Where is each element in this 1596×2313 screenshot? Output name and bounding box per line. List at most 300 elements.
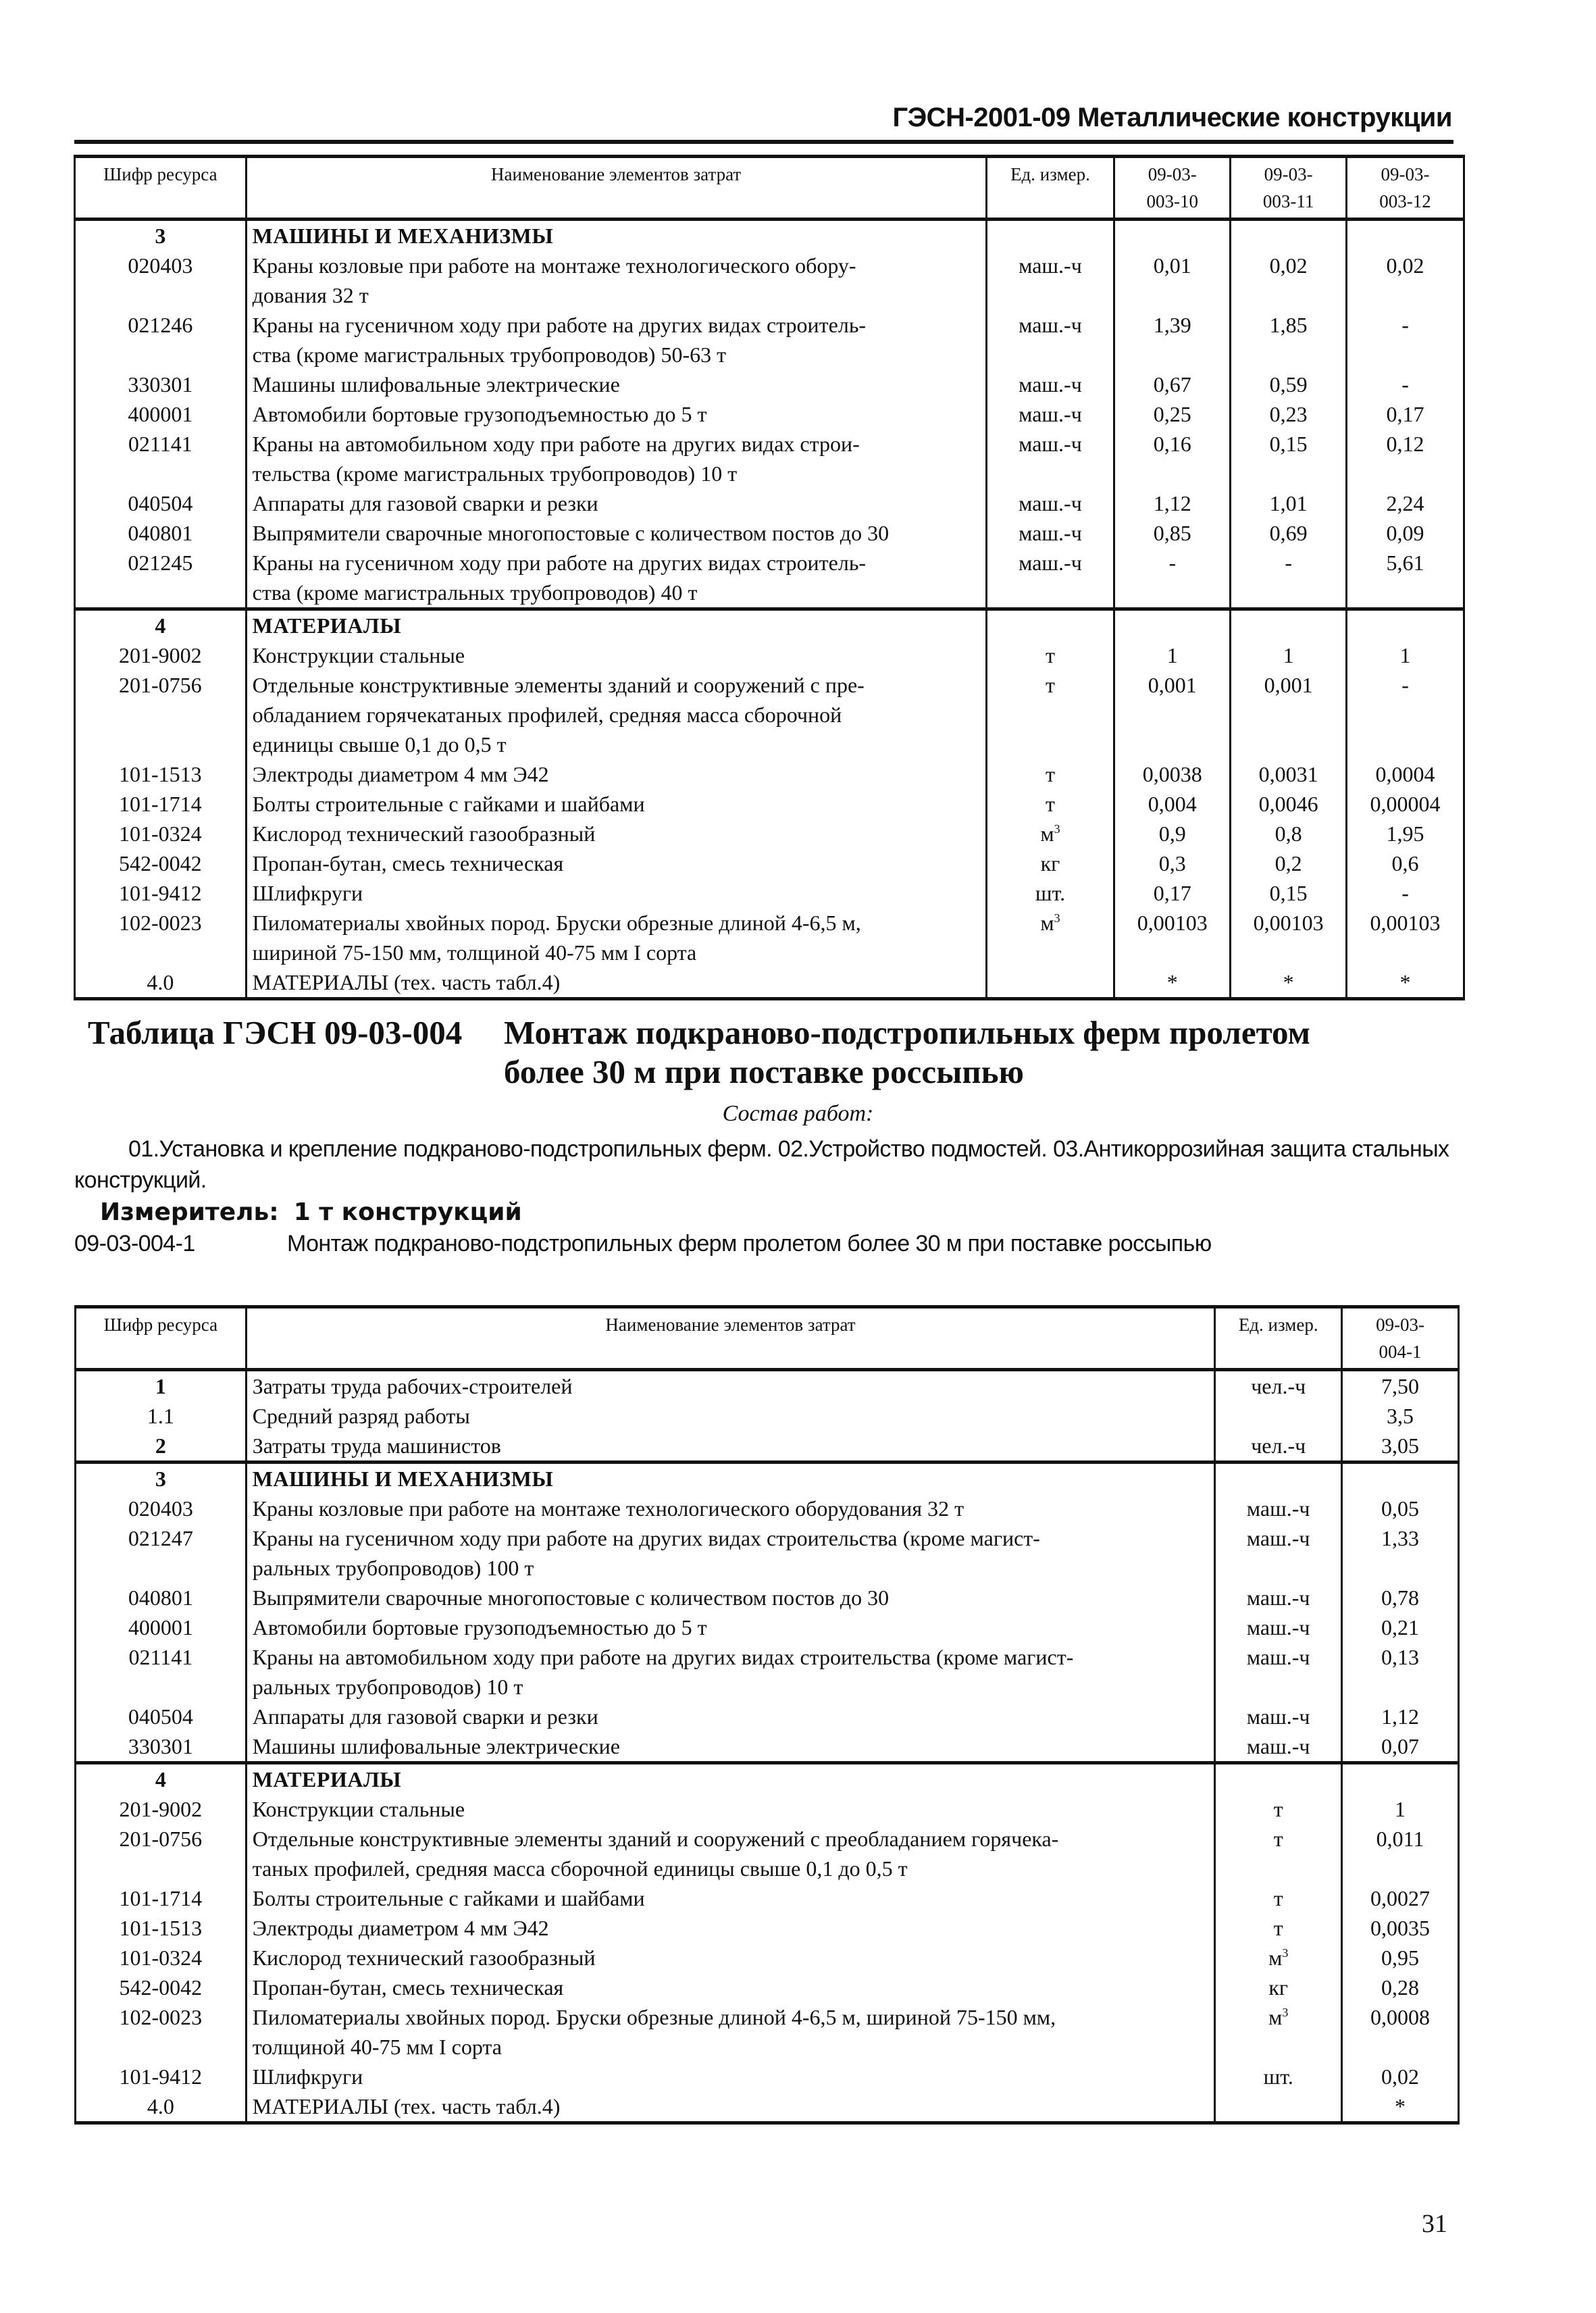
- unit-of-measure: маш.-ч: [986, 548, 1114, 609]
- norm-value: 0,004: [1114, 789, 1231, 819]
- resource-name: [246, 1523, 1215, 1583]
- unit-of-measure: т: [1215, 1794, 1342, 1824]
- resource-name-line: Аппараты для газовой сварки и резки: [252, 491, 598, 515]
- resource-code: 1: [76, 1370, 247, 1402]
- norm-value: 0,3: [1114, 848, 1231, 878]
- resource-name-line: ральных трубопроводов) 100 т: [252, 1556, 534, 1580]
- table-row: [75, 399, 1464, 429]
- norm-value: 1: [1231, 640, 1347, 670]
- resource-name-line: обладанием горячекатаных профилей, средняя масса сборочной: [252, 703, 842, 727]
- unit-of-measure: кг: [1215, 1973, 1342, 2002]
- resource-code: 020403: [76, 1494, 247, 1523]
- resource-code: 201-9002: [76, 1794, 247, 1824]
- header-name: Наименование элементов затрат: [246, 1307, 1215, 1370]
- resource-name-line: Краны на автомобильном ходу при работе на других видах строи-: [252, 432, 860, 456]
- norm-value: [1342, 1463, 1459, 1494]
- resource-code: 330301: [76, 1731, 247, 1763]
- unit-of-measure: маш.-ч: [1215, 1583, 1342, 1612]
- resource-name-line: Машины шлифовальные электрические: [252, 372, 620, 397]
- norm-value: [1231, 609, 1347, 641]
- header-unit: Ед. измер.: [986, 157, 1114, 220]
- unit-of-measure: т: [986, 670, 1114, 759]
- resource-name: МАТЕРИАЛЫ: [246, 609, 986, 641]
- measure-label: Измеритель:: [100, 1198, 279, 1226]
- table-row: [76, 1401, 1459, 1431]
- works-description: 01.Установка и крепление подкраново-подстропильных ферм. 02.Устройство подмостей. 03.Антикоррозийная защита стальных конструкций.: [74, 1136, 1449, 1193]
- norm-value: 1,33: [1342, 1523, 1459, 1583]
- resource-name-line: МАТЕРИАЛЫ (тех. часть табл.4): [252, 970, 561, 994]
- resource-name-line: Конструкции стальные: [252, 643, 465, 667]
- resource-name-line: Кислород технический газообразный: [252, 821, 596, 846]
- group-materials: [76, 1763, 1459, 2123]
- unit-of-measure: маш.-ч: [986, 399, 1114, 429]
- resource-name-line: Пиломатериалы хвойных пород. Бруски обрезные длиной 4-6,5 м, шириной 75-150 мм,: [252, 2005, 1056, 2029]
- resource-name-line: Средний разряд работы: [252, 1404, 470, 1428]
- unit-of-measure: [1215, 1463, 1342, 1494]
- resource-name: [246, 2002, 1215, 2062]
- table-row: [76, 1431, 1459, 1463]
- unit-of-measure: маш.-ч: [986, 429, 1114, 488]
- resource-name-line: Краны козловые при работе на монтаже технологического оборудования 32 т: [252, 1496, 964, 1521]
- resource-name: [246, 1943, 1215, 1973]
- norm-value: 0,28: [1342, 1973, 1459, 2002]
- header-col-004-1: 09-03- 004-1: [1342, 1307, 1459, 1370]
- norm-value: 0,0038: [1114, 759, 1231, 789]
- unit-of-measure: [1215, 1401, 1342, 1431]
- norm-value: 0,09: [1347, 518, 1464, 548]
- unit-of-measure: маш.-ч: [1215, 1642, 1342, 1702]
- resource-name-line: таных профилей, средняя масса сборочной единицы свыше 0,1 до 0,5 т: [252, 1856, 908, 1881]
- unit-of-measure: т: [986, 640, 1114, 670]
- norm-value: 0,0031: [1231, 759, 1347, 789]
- norm-value: 1,01: [1231, 488, 1347, 518]
- resource-name: [246, 488, 986, 518]
- table-row: [75, 251, 1464, 310]
- resource-name: МАШИНЫ И МЕХАНИЗМЫ: [246, 1463, 1215, 1494]
- norm-value: 3,5: [1342, 1401, 1459, 1431]
- norm-value: 0,59: [1231, 370, 1347, 399]
- table-row: [76, 1494, 1459, 1523]
- group-materials: [75, 609, 1464, 999]
- table-row: [75, 518, 1464, 548]
- unit-of-measure: чел.-ч: [1215, 1431, 1342, 1463]
- unit-of-measure: маш.-ч: [1215, 1612, 1342, 1642]
- table-row: [75, 640, 1464, 670]
- resource-name: [246, 1973, 1215, 2002]
- unit-of-measure: маш.-ч: [986, 488, 1114, 518]
- table-row: [76, 2091, 1459, 2123]
- header-col-003-12: 09-03- 003-12: [1347, 157, 1464, 220]
- table-row: [75, 819, 1464, 848]
- norm-subcode-title: Монтаж подкраново-подстропильных ферм пролетом более 30 м при поставке россыпью: [287, 1231, 1212, 1256]
- table-row: [76, 1794, 1459, 1824]
- norm-value: 0,25: [1114, 399, 1231, 429]
- resource-name-line: Пропан-бутан, смесь техническая: [252, 851, 564, 875]
- norm-value: 1,12: [1114, 488, 1231, 518]
- resource-name: [246, 670, 986, 759]
- table-row: [75, 370, 1464, 399]
- norm-value: [1342, 1763, 1459, 1795]
- unit-of-measure: $м^3$: [1215, 1943, 1342, 1973]
- unit-of-measure: маш.-ч: [986, 370, 1114, 399]
- resource-code: 2: [76, 1431, 247, 1463]
- resource-name-line: Кислород технический газообразный: [252, 1946, 596, 1970]
- works-label: Состав работ:: [722, 1101, 874, 1126]
- resource-name: [246, 429, 986, 488]
- header-unit: Ед. измер.: [1215, 1307, 1342, 1370]
- unit-of-measure: маш.-ч: [1215, 1702, 1342, 1731]
- norm-value: *: [1342, 2091, 1459, 2123]
- resource-code: 400001: [76, 1612, 247, 1642]
- header-name: Наименование элементов затрат: [246, 157, 986, 220]
- table-row: [75, 670, 1464, 759]
- unit-of-measure: шт.: [986, 878, 1114, 908]
- table-row: [76, 1642, 1459, 1702]
- unit-of-measure: $м^3$: [986, 908, 1114, 967]
- norm-value: 0,9: [1114, 819, 1231, 848]
- norm-value: 5,61: [1347, 548, 1464, 609]
- norm-value: 0,17: [1114, 878, 1231, 908]
- section-row: [76, 1763, 1459, 1795]
- resource-code: 101-9412: [75, 878, 247, 908]
- section-row: [75, 609, 1464, 641]
- page-number: 31: [1422, 2210, 1447, 2238]
- norm-value: 0,0004: [1347, 759, 1464, 789]
- resource-name: [246, 1431, 1215, 1463]
- resource-name-line: шириной 75-150 мм, толщиной 40-75 мм I сорта: [252, 940, 697, 965]
- header-code: Шифр ресурса: [75, 157, 247, 220]
- table-row: [76, 2062, 1459, 2091]
- resource-name-line: ральных трубопроводов) 10 т: [252, 1675, 523, 1699]
- resource-name: [246, 1824, 1215, 1883]
- norm-value: 0,01: [1114, 251, 1231, 310]
- norm-value: 0,00004: [1347, 789, 1464, 819]
- resource-name: [246, 1583, 1215, 1612]
- resource-code: 330301: [75, 370, 247, 399]
- resource-name: [246, 908, 986, 967]
- resource-name-line: Машины шлифовальные электрические: [252, 1734, 620, 1758]
- resource-name-line: Краны козловые при работе на монтаже технологического обору-: [252, 253, 856, 278]
- table-header-row: [76, 1307, 1459, 1370]
- resource-code: 101-1714: [76, 1883, 247, 1913]
- norm-value: 7,50: [1342, 1370, 1459, 1402]
- resource-name-line: толщиной 40-75 мм I сорта: [252, 2035, 502, 2059]
- resource-name: [246, 2091, 1215, 2123]
- resource-code: 102-0023: [76, 2002, 247, 2062]
- unit-of-measure: маш.-ч: [1215, 1731, 1342, 1763]
- norm-value: 1,12: [1342, 1702, 1459, 1731]
- resource-code: 021247: [76, 1523, 247, 1583]
- table-row: [75, 759, 1464, 789]
- norm-value: 0,02: [1347, 251, 1464, 310]
- norm-value: *: [1114, 967, 1231, 999]
- resource-code: 3: [75, 220, 247, 251]
- norm-value: 0,15: [1231, 429, 1347, 488]
- resource-name: [246, 1612, 1215, 1642]
- resource-name-line: Затраты труда рабочих-строителей: [252, 1374, 573, 1398]
- table-row: [76, 1973, 1459, 2002]
- norm-value: *: [1231, 967, 1347, 999]
- table-row: [76, 1370, 1459, 1402]
- norm-subcode-row: [74, 1231, 1212, 1257]
- resource-name-line: Затраты труда машинистов: [252, 1433, 501, 1458]
- resource-code: 101-1513: [75, 759, 247, 789]
- resource-name: [246, 967, 986, 999]
- resource-name-line: Выпрямители сварочные многопостовые с количеством постов до 30: [252, 1585, 890, 1610]
- unit-of-measure: маш.-ч: [986, 251, 1114, 310]
- group-labor: [76, 1370, 1459, 1463]
- norm-value: [1347, 609, 1464, 641]
- section-row: [75, 220, 1464, 251]
- table-title-line2: более 30 м при поставке россыпью: [504, 1053, 1025, 1090]
- resource-name-line: Шлифкруги: [252, 881, 363, 905]
- unit-of-measure: т: [1215, 1883, 1342, 1913]
- norm-value: 1: [1342, 1794, 1459, 1824]
- resource-name-line: Электроды диаметром 4 мм Э42: [252, 762, 549, 786]
- resource-code: 201-0756: [76, 1824, 247, 1883]
- table-row: [76, 1913, 1459, 1943]
- norm-value: 0,001: [1114, 670, 1231, 759]
- table-row: [76, 1583, 1459, 1612]
- norm-value: [1114, 220, 1231, 251]
- resource-name-line: единицы свыше 0,1 до 0,5 т: [252, 732, 507, 757]
- resource-code: 102-0023: [75, 908, 247, 967]
- resource-name: [246, 1702, 1215, 1731]
- norm-value: -: [1347, 670, 1464, 759]
- table-row: [75, 488, 1464, 518]
- resource-name: [246, 310, 986, 370]
- norm-value: 0,6: [1347, 848, 1464, 878]
- norm-value: 0,0027: [1342, 1883, 1459, 1913]
- table-header-row: [75, 157, 1464, 220]
- norm-value: 0,0008: [1342, 2002, 1459, 2062]
- norm-subcode: 09-03-004-1: [74, 1231, 195, 1256]
- resource-name: МАШИНЫ И МЕХАНИЗМЫ: [246, 220, 986, 251]
- norm-value: 2,24: [1347, 488, 1464, 518]
- norm-value: -: [1231, 548, 1347, 609]
- norm-value: 1: [1114, 640, 1231, 670]
- measure-unit: [100, 1198, 522, 1226]
- norm-value: -: [1347, 310, 1464, 370]
- resource-code: 101-1513: [76, 1913, 247, 1943]
- resource-name-line: Автомобили бортовые грузоподъемностью до 5 т: [252, 402, 707, 426]
- table-row: [76, 1612, 1459, 1642]
- table-row: [75, 967, 1464, 999]
- norm-value: -: [1347, 878, 1464, 908]
- resource-name-line: Аппараты для газовой сварки и резки: [252, 1704, 598, 1729]
- resource-code: 201-9002: [75, 640, 247, 670]
- header-col-003-10: 09-03- 003-10: [1114, 157, 1231, 220]
- resource-name-line: Выпрямители сварочные многопостовые с количеством постов до 30: [252, 521, 890, 545]
- norm-value: 0,0046: [1231, 789, 1347, 819]
- resource-name-line: Пиломатериалы хвойных пород. Бруски обрезные длиной 4-6,5 м,: [252, 911, 861, 935]
- norm-value: 1,39: [1114, 310, 1231, 370]
- norm-value: 0,21: [1342, 1612, 1459, 1642]
- resource-name: [246, 1883, 1215, 1913]
- norm-value: 0,15: [1231, 878, 1347, 908]
- norm-value: 0,12: [1347, 429, 1464, 488]
- resource-code: 040801: [75, 518, 247, 548]
- measure-value: 1 т конструкций: [293, 1198, 522, 1226]
- table-row: [75, 789, 1464, 819]
- resource-code: 4.0: [75, 967, 247, 999]
- unit-of-measure: [986, 609, 1114, 641]
- resource-name: [246, 1731, 1215, 1763]
- resource-code: 101-0324: [75, 819, 247, 848]
- table-row: [75, 848, 1464, 878]
- resource-code: 021141: [75, 429, 247, 488]
- resource-name: МАТЕРИАЛЫ: [246, 1763, 1215, 1795]
- table-row: [76, 1523, 1459, 1583]
- resource-name: [246, 1370, 1215, 1402]
- table-row: [76, 2002, 1459, 2062]
- norm-value: 0,78: [1342, 1583, 1459, 1612]
- header-col-003-11: 09-03- 003-11: [1231, 157, 1347, 220]
- norm-value: 0,00103: [1231, 908, 1347, 967]
- unit-of-measure: $м^3$: [1215, 2002, 1342, 2062]
- norm-value: 0,8: [1231, 819, 1347, 848]
- header-code: Шифр ресурса: [76, 1307, 247, 1370]
- resource-name-line: Отдельные конструктивные элементы зданий и сооружений с пре-: [252, 673, 865, 697]
- resource-name-line: Пропан-бутан, смесь техническая: [252, 1975, 564, 2000]
- norm-value: 0,17: [1347, 399, 1464, 429]
- resource-name-line: ства (кроме магистральных трубопроводов) 50-63 т: [252, 342, 727, 367]
- header-rule: [74, 140, 1453, 144]
- resource-name-line: Краны на гусеничном ходу при работе на других видах строитель-: [252, 313, 867, 337]
- group-machines: [76, 1463, 1459, 1763]
- table-row: [75, 429, 1464, 488]
- unit-of-measure: т: [1215, 1824, 1342, 1883]
- norm-value: 0,95: [1342, 1943, 1459, 1973]
- unit-of-measure: маш.-ч: [986, 310, 1114, 370]
- resource-code: 400001: [75, 399, 247, 429]
- resource-name-line: Отдельные конструктивные элементы зданий и сооружений с преобладанием горячека-: [252, 1827, 1059, 1851]
- resource-code: 4: [76, 1763, 247, 1795]
- resource-name: [246, 1794, 1215, 1824]
- unit-of-measure: маш.-ч: [1215, 1523, 1342, 1583]
- unit-of-measure: чел.-ч: [1215, 1370, 1342, 1402]
- unit-of-measure: [1215, 1763, 1342, 1795]
- resource-code: 101-0324: [76, 1943, 247, 1973]
- unit-of-measure: т: [1215, 1913, 1342, 1943]
- norm-value: 0,16: [1114, 429, 1231, 488]
- table-row: [75, 548, 1464, 609]
- unit-of-measure: маш.-ч: [986, 518, 1114, 548]
- table-title-line1: Монтаж подкраново-подстропильных ферм пролетом: [504, 1014, 1310, 1051]
- resource-name: [246, 251, 986, 310]
- resource-name: [246, 1401, 1215, 1431]
- norm-value: 0,07: [1342, 1731, 1459, 1763]
- resource-name: [246, 1642, 1215, 1702]
- resource-code: 040504: [76, 1702, 247, 1731]
- resource-name: [246, 370, 986, 399]
- resource-name-line: Автомобили бортовые грузоподъемностью до 5 т: [252, 1615, 707, 1640]
- resource-name: [246, 819, 986, 848]
- resource-name: [246, 1494, 1215, 1523]
- resource-name-line: Болты строительные с гайками и шайбами: [252, 792, 645, 816]
- unit-of-measure: т: [986, 789, 1114, 819]
- resource-code: 101-1714: [75, 789, 247, 819]
- norm-value: 0,23: [1231, 399, 1347, 429]
- resource-name: [246, 548, 986, 609]
- unit-of-measure: маш.-ч: [1215, 1494, 1342, 1523]
- norm-value: 3,05: [1342, 1431, 1459, 1463]
- table-row: [76, 1731, 1459, 1763]
- norm-value: 0,13: [1342, 1642, 1459, 1702]
- resource-name: [246, 399, 986, 429]
- resource-table-09-03-003: [74, 155, 1465, 1000]
- resource-name: [246, 640, 986, 670]
- resource-code: 3: [76, 1463, 247, 1494]
- resource-name: [246, 2062, 1215, 2091]
- norm-value: -: [1114, 548, 1231, 609]
- resource-name-line: дования 32 т: [252, 283, 369, 307]
- resource-name-line: Электроды диаметром 4 мм Э42: [252, 1916, 549, 1940]
- resource-name-line: Краны на автомобильном ходу при работе на других видах строительства (кроме магист-: [252, 1645, 1074, 1669]
- norm-value: [1347, 220, 1464, 251]
- norm-value: [1231, 220, 1347, 251]
- norm-value: 0,02: [1231, 251, 1347, 310]
- resource-name: [246, 1913, 1215, 1943]
- norm-value: 0,05: [1342, 1494, 1459, 1523]
- table-row: [75, 878, 1464, 908]
- norm-value: 1,85: [1231, 310, 1347, 370]
- resource-name: [246, 848, 986, 878]
- resource-code: 021245: [75, 548, 247, 609]
- resource-name-line: тельства (кроме магистральных трубопроводов) 10 т: [252, 461, 738, 486]
- resource-name-line: Краны на гусеничном ходу при работе на других видах строитель-: [252, 551, 867, 575]
- resource-name-line: ства (кроме магистральных трубопроводов) 40 т: [252, 580, 698, 605]
- norm-value: *: [1347, 967, 1464, 999]
- unit-of-measure: [1215, 2091, 1342, 2123]
- norm-value: -: [1347, 370, 1464, 399]
- norm-value: 0,85: [1114, 518, 1231, 548]
- resource-name-line: Краны на гусеничном ходу при работе на других видах строительства (кроме магист-: [252, 1526, 1040, 1550]
- norm-value: 0,00103: [1114, 908, 1231, 967]
- resource-code: 542-0042: [75, 848, 247, 878]
- resource-name: [246, 789, 986, 819]
- norm-value: 1: [1347, 640, 1464, 670]
- resource-code: 021246: [75, 310, 247, 370]
- unit-of-measure: шт.: [1215, 2062, 1342, 2091]
- resource-code: 4.0: [76, 2091, 247, 2123]
- table-row: [76, 1824, 1459, 1883]
- norm-value: 0,011: [1342, 1824, 1459, 1883]
- norm-value: 0,001: [1231, 670, 1347, 759]
- unit-of-measure: $м^3$: [986, 819, 1114, 848]
- resource-code: 542-0042: [76, 1973, 247, 2002]
- table-row: [76, 1883, 1459, 1913]
- norm-value: 0,00103: [1347, 908, 1464, 967]
- table-row: [75, 908, 1464, 967]
- section-row: [76, 1463, 1459, 1494]
- unit-of-measure: [986, 220, 1114, 251]
- resource-name-line: Болты строительные с гайками и шайбами: [252, 1886, 645, 1910]
- unit-of-measure: [986, 967, 1114, 999]
- resource-name-line: Конструкции стальные: [252, 1797, 465, 1821]
- resource-code: 020403: [75, 251, 247, 310]
- resource-code: 1.1: [76, 1401, 247, 1431]
- norm-value: 0,69: [1231, 518, 1347, 548]
- unit-of-measure: кг: [986, 848, 1114, 878]
- resource-name-line: МАТЕРИАЛЫ (тех. часть табл.4): [252, 2094, 561, 2118]
- norm-value: 0,67: [1114, 370, 1231, 399]
- resource-name-line: Шлифкруги: [252, 2064, 363, 2089]
- table-row: [76, 1702, 1459, 1731]
- resource-table-09-03-004: [74, 1305, 1460, 2125]
- table-row: [76, 1943, 1459, 1973]
- resource-name: [246, 518, 986, 548]
